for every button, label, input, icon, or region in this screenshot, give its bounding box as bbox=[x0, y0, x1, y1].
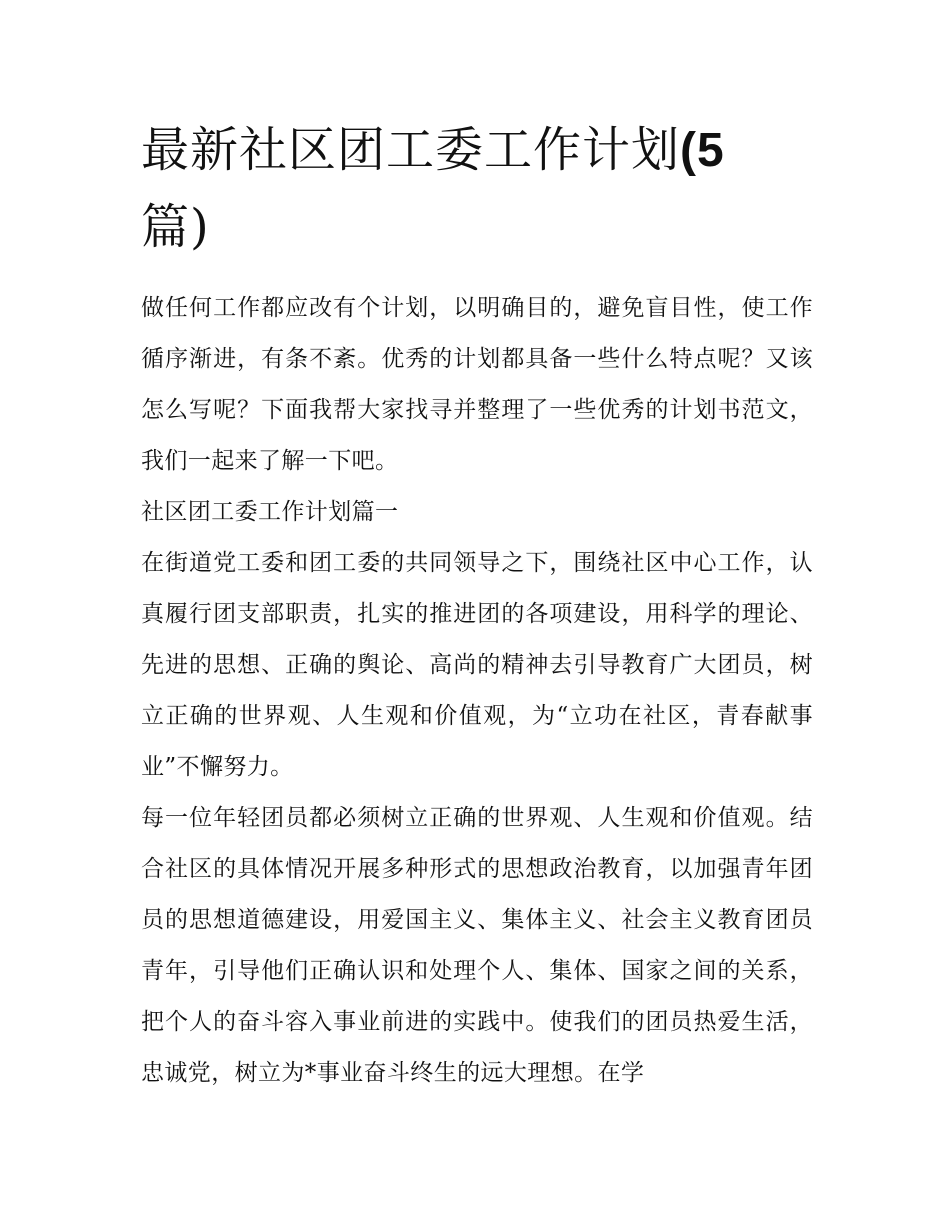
document-title bbox=[141, 112, 741, 265]
intro-paragraph: 做任何工作都应改有个计划，以明确目的，避免盲目性，使工作循序渐进，有条不紊。优秀的计划都具备一些什么特点呢？又该怎么写呢？下面我帮大家找寻并整理了一些优秀的计划书范文，我们一起来了解一下吧。 bbox=[141, 295, 813, 474]
body-paragraph: 每一位年轻团员都必须树立正确的世界观、人生观和价值观。结合社区的具体情况开展多种形式的思想政治教育，以加强青年团员的思想道德建设，用爱国主义、集体主义、社会主义教育团员青年，引导他们正确认识和处理个人、集体、国家之间的关系，把个人的奋斗容入事业前进的实践中。使我们的团员热爱生活，忠诚党，树立为*事业奋斗终生的远大理想。在学 bbox=[141, 805, 813, 1086]
section-heading: 社区团工委工作计划篇一 bbox=[141, 499, 399, 525]
body-paragraph: 在街道党工委和团工委的共同领导之下，围绕社区中心工作，认真履行团支部职责，扎实的推进团的各项建设，用科学的理论、先进的思想、正确的舆论、高尚的精神去引导教育广大团员，树立正确的世界观、人生观和价值观，为“立功在社区，青春献事业”不懈努力。 bbox=[141, 550, 813, 780]
title-paren-text: (5 bbox=[680, 124, 725, 177]
document-body bbox=[141, 112, 813, 1099]
title-tail-text: 篇) bbox=[141, 199, 210, 255]
title-main-text: 最新社区团工委工作计划 bbox=[141, 122, 681, 178]
